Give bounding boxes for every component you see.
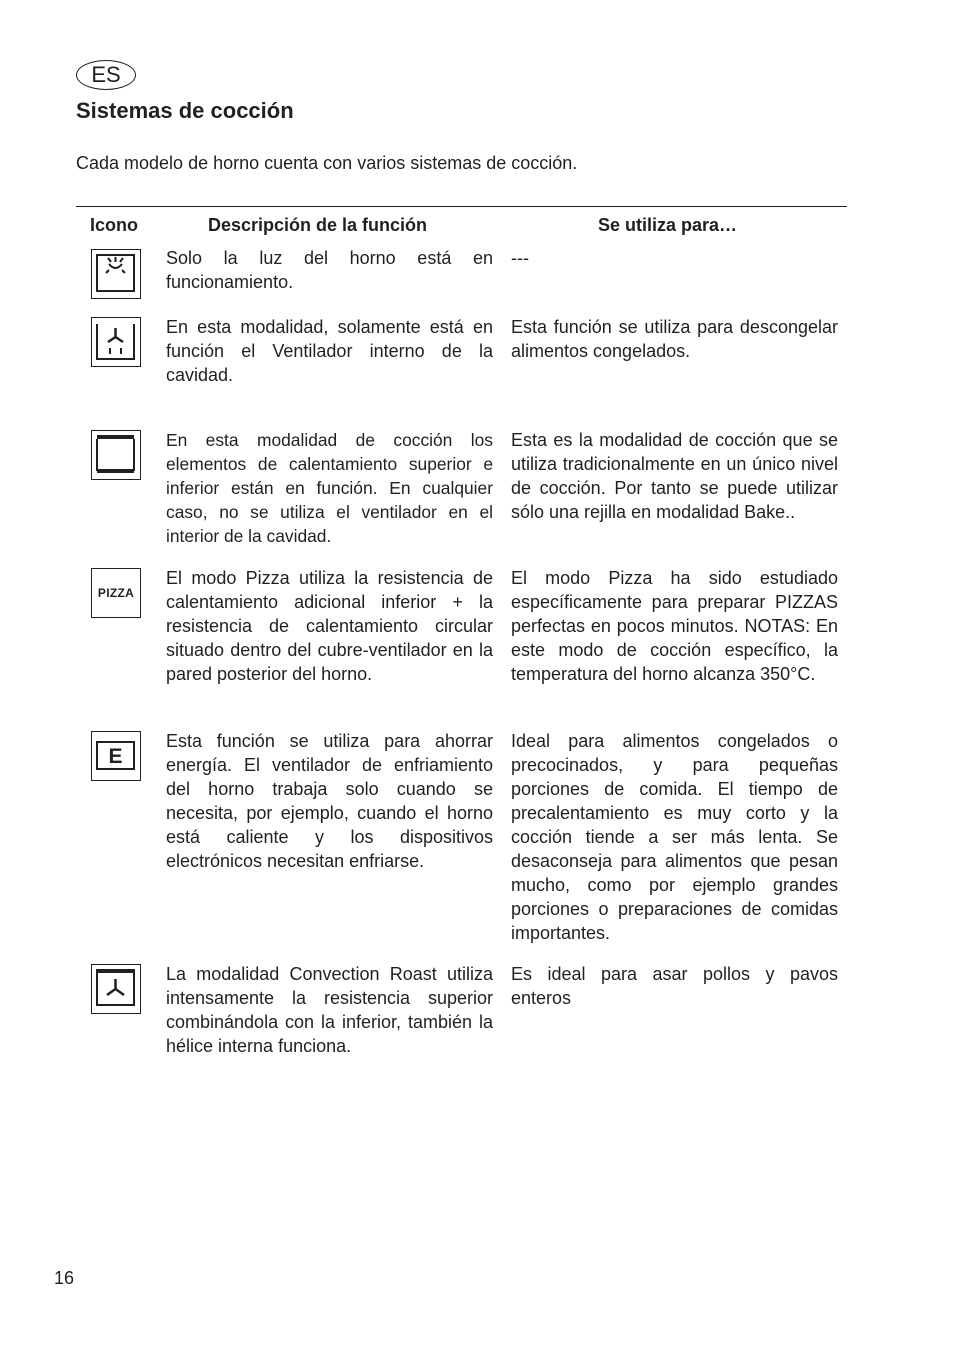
column-header-icon: Icono	[90, 215, 138, 235]
fan-defrost-icon	[91, 317, 141, 367]
table-top-rule	[76, 206, 847, 207]
row-4-use: El modo Pizza ha sido estudiado específicamente para preparar PIZZAS perfectas en pocos minutos. NOTAS: En este modo de cocción específico, la temperatura del horno alcanza 350°C.	[511, 568, 838, 684]
convection-roast-icon	[91, 964, 141, 1014]
row-6-use: Es ideal para asar pollos y pavos enteros	[511, 964, 838, 1008]
row-3-description: En esta modalidad de cocción los elementos de calentamiento superior e inferior están en función. En cualquier caso, no se utiliza el ventilador en el interior de la cavidad.	[166, 430, 493, 546]
page-title: Sistemas de cocción	[76, 98, 294, 123]
row-4-description: El modo Pizza utiliza la resistencia de calentamiento adicional inferior + la resistencia de calentamiento circular situado dentro del cubre-ventilador en la pared posterior del horno.	[166, 568, 493, 684]
row-5-use: Ideal para alimentos congelados o precocinados, y para pequeñas porciones de comida. El tiempo de precalentamiento es muy corto y la cocción tiende a ser más lenta. Se desaconseja para alimentos que pesan mucho, como por ejemplo grandes porciones o preparaciones de comidas importantes.	[511, 731, 838, 943]
pizza-icon-label: PIZZA	[97, 586, 135, 600]
oven-light-icon	[91, 249, 141, 299]
row-1-description: Solo la luz del horno está en funcionamiento.	[166, 248, 493, 292]
bake-icon	[91, 430, 141, 480]
row-2-use: Esta función se utiliza para descongelar alimentos congelados.	[511, 317, 838, 361]
column-header-use: Se utiliza para…	[598, 215, 738, 235]
intro-text: Cada modelo de horno cuenta con varios sistemas de cocción.	[76, 153, 578, 173]
language-badge: ES	[76, 60, 136, 90]
row-1-use: ---	[511, 248, 529, 268]
row-2-description: En esta modalidad, solamente está en función el Ventilador interno de la cavidad.	[166, 317, 493, 385]
eco-icon-letter: E	[108, 745, 123, 768]
row-3-use: Esta es la modalidad de cocción que se utiliza tradicionalmente en un único nivel de cocción. Por tanto se puede utilizar sólo una rejilla en modalidad Bake..	[511, 430, 838, 522]
eco-icon	[91, 731, 141, 781]
column-header-description: Descripción de la función	[208, 215, 428, 235]
row-6-description: La modalidad Convection Roast utiliza intensamente la resistencia superior combinándola con la inferior, también la hélice interna funciona.	[166, 964, 493, 1056]
page-number: 16	[54, 1268, 75, 1288]
row-5-description: Esta función se utiliza para ahorrar energía. El ventilador de enfriamiento del horno trabaja solo cuando se necesita, por ejemplo, cuando el horno está caliente y los dispositivos electrónicos necesitan enfriarse.	[166, 731, 493, 871]
pizza-icon	[91, 568, 141, 618]
